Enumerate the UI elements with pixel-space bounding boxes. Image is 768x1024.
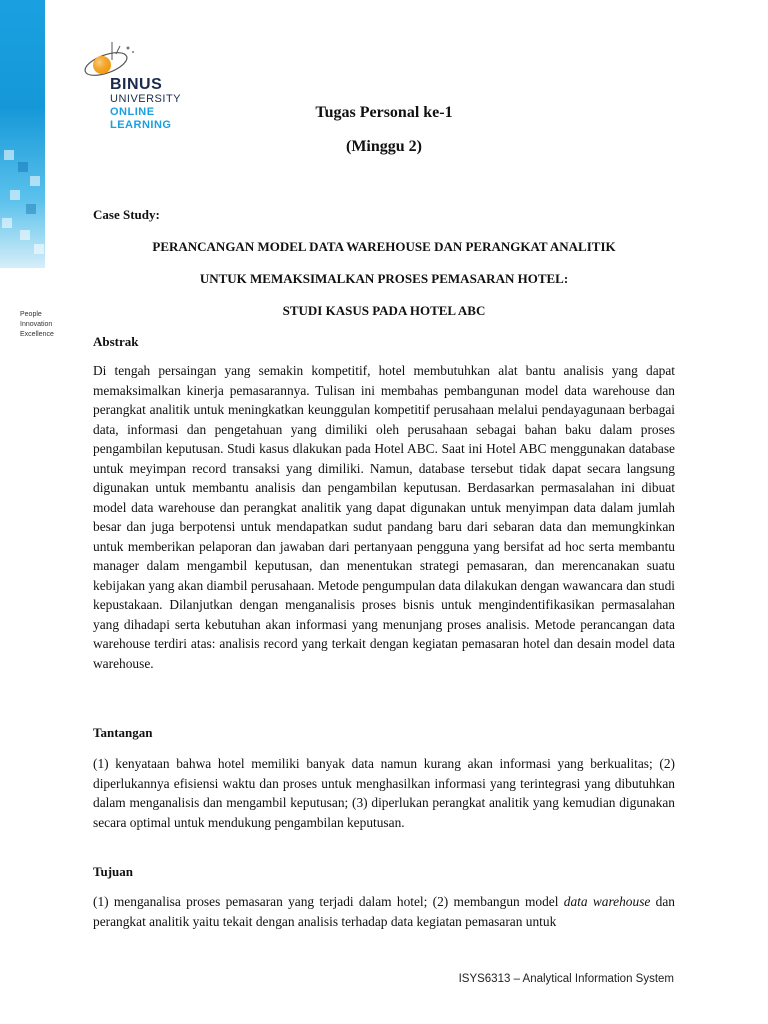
tujuan-paragraph — [93, 892, 675, 931]
footer-course: ISYS6313 – Analytical Information System — [458, 973, 674, 985]
tujuan-heading: Tujuan — [93, 864, 133, 879]
logo-learning: LEARNING — [110, 119, 172, 131]
case-study-label: Case Study: — [93, 207, 160, 222]
case-study-title-line-1: PERANCANGAN MODEL DATA WAREHOUSE DAN PERANGKAT ANALITIK — [152, 239, 616, 254]
document-title: Tugas Personal ke-1 — [315, 104, 453, 121]
tagline-excellence: Excellence — [20, 331, 54, 338]
tujuan-text-start: (1) menganalisa proses pemasaran yang terjadi dalam hotel; (2) membangun model — [93, 894, 559, 909]
brand-tagline — [20, 310, 80, 340]
abstrak-heading: Abstrak — [93, 334, 139, 349]
tagline-people: People — [20, 311, 42, 318]
tagline-innovation: Innovation — [20, 321, 53, 328]
tujuan-text-italic: data warehouse — [563, 894, 651, 909]
tujuan-text-end: dan perangkat analitik yaitu tekait dengan analisis terhadap data kegiatan pemasaran untuk — [93, 894, 675, 929]
logo-university: UNIVERSITY — [110, 93, 182, 105]
logo-online: ONLINE — [110, 106, 155, 118]
tantangan-paragraph: (1) kenyataan bahwa hotel memiliki banyak data namun kurang akan informasi yang berkualitas; (2) diperlukannya efisiensi waktu dan proses untuk menghasilkan informasi yang terintegrasi yang dibutuhkan dalam menganalisis dan mengambil keputusan; (3) diperlukan perangkat analitik yang kemudian digunakan secara optimal untuk mendukung pengambilan keputusan. — [93, 756, 675, 830]
case-study-title-line-3: STUDI KASUS PADA HOTEL ABC — [282, 303, 486, 318]
document-subtitle: (Minggu 2) — [346, 138, 422, 155]
decorative-side-band — [0, 0, 45, 268]
tantangan-heading: Tantangan — [93, 725, 153, 740]
logo-brand: BINUS — [110, 76, 163, 93]
case-study-title-line-2: UNTUK MEMAKSIMALKAN PROSES PEMASARAN HOTEL: — [199, 271, 569, 286]
abstrak-paragraph: Di tengah persaingan yang semakin kompetitif, hotel membutuhkan alat bantu analisis yang dapat memaksimalkan kinerja pemasarannya. Tulisan ini membahas pembangunan model data warehouse dan perangkat analitik untuk meningkatkan keunggulan kompetitif perusahaan melalui pendayagunaan berbagai data, informasi dan pengetahuan yang dimiliki oleh perusahaan sebagai bahan baku dalam proses pengambilan keputusan. Studi kasus dlakukan pada Hotel ABC. Saat ini Hotel ABC menggunakan database untuk meyimpan record transaksi yang dimiliki. Namun, database tersebut tidak dapat secara langsung digunakan untuk membantu analisis dan pengambilan keputusan. Berdasarkan permasalahan ini dibuat model data warehouse dan perangkat analitik yang dapat digunakan untuk menyimpan data dalam jumlah besar dan juga berpotensi untuk mendapatkan sudut pandang baru dari sebaran data dan memungkinkan untuk memberikan pelaporan dan jawaban dari pertanyaan pengguna yang bersifat ad hoc serta membantu manager dalam mengambil keputusan, dan menentukan strategi pemasaran, dan merencanakan suatu kebijakan yang akan diambil perusahaan. Metode pengumpulan data dilakukan dengan wawancara dan studi kepustakaan. Dilanjutkan dengan menganalisis proses bisnis untuk mengindentifikasikan permasalahan yang dihadapi serta kebutuhan akan informasi yang menunjang proses analisis. Metode perancangan data warehouse terdiri atas: analisis record yang terkait dengan kegiatan pemasaran hotel dan desain model data warehouse. — [93, 363, 675, 671]
